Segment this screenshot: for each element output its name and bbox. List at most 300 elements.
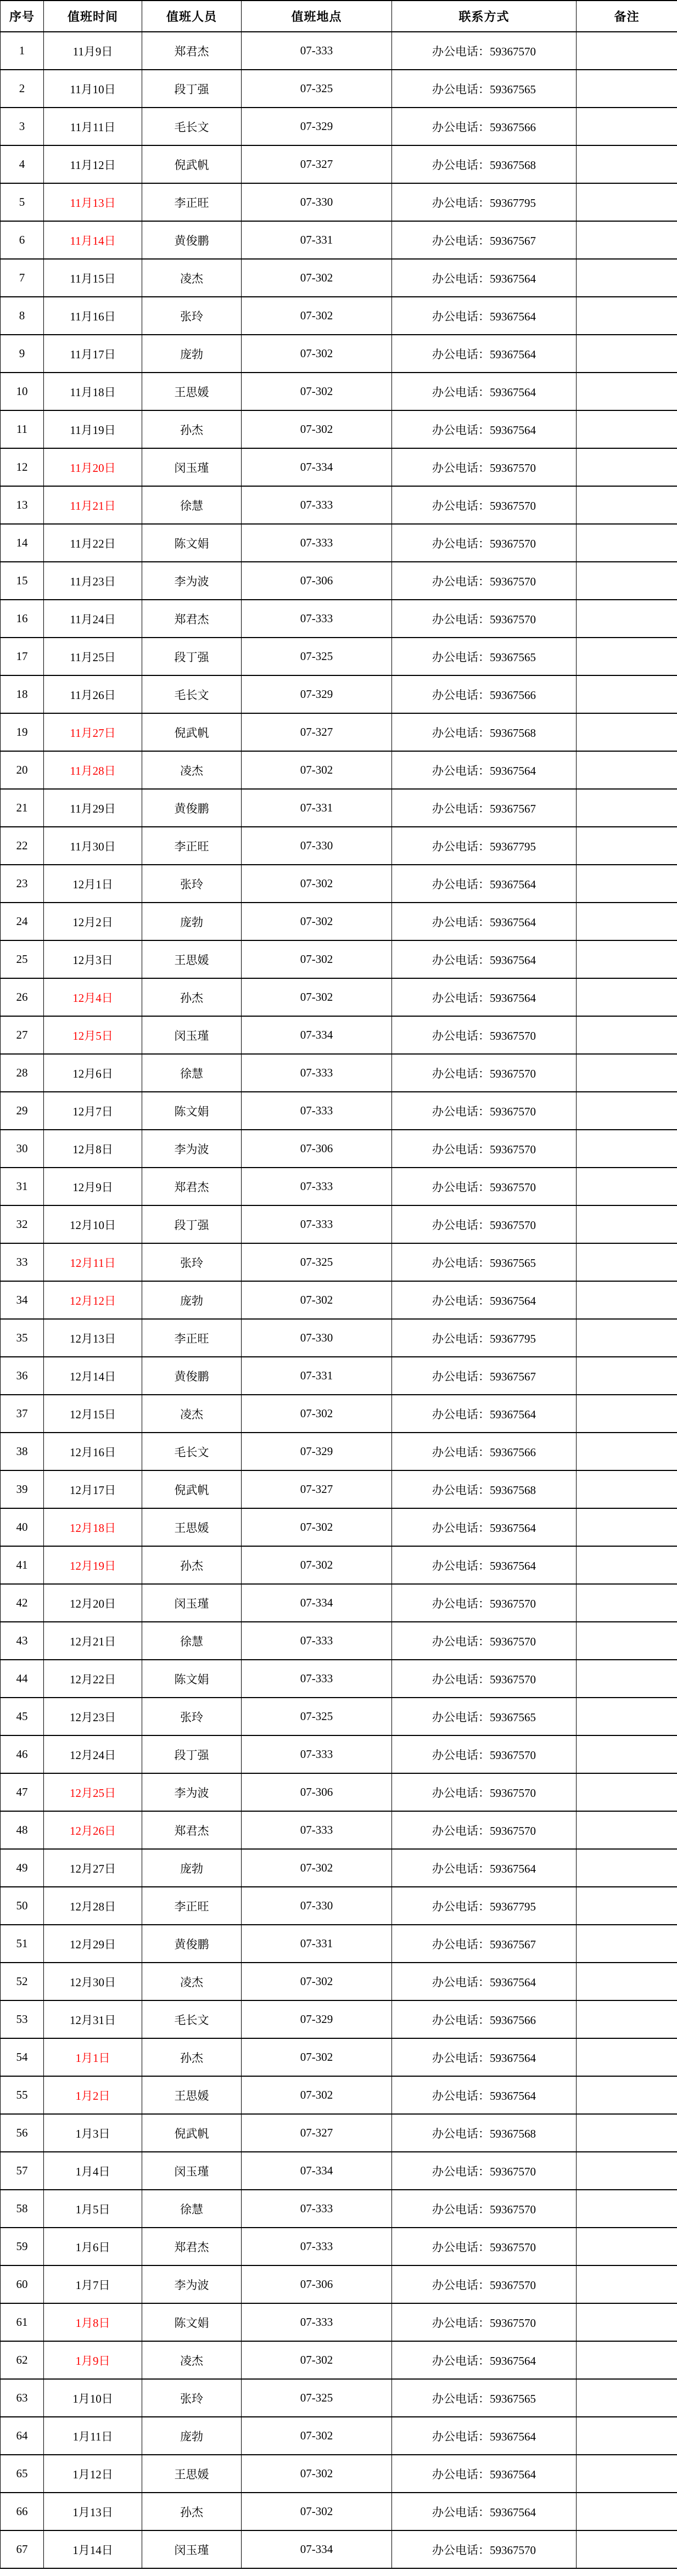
duty-location-cell: 07-333 <box>242 32 392 70</box>
duty-date-cell: 12月26日 <box>44 1811 142 1849</box>
remark-cell <box>577 1319 677 1357</box>
table-header <box>1 1 677 32</box>
duty-location-cell: 07-325 <box>242 1698 392 1735</box>
duty-person-cell: 毛长文 <box>142 108 242 145</box>
duty-date-cell: 12月4日 <box>44 978 142 1016</box>
row-index-cell: 6 <box>1 221 44 259</box>
row-index-cell: 24 <box>1 903 44 940</box>
duty-person-cell: 张玲 <box>142 2379 242 2417</box>
duty-person-cell: 倪武帆 <box>142 145 242 183</box>
table-row <box>1 2303 677 2341</box>
remark-cell <box>577 2228 677 2265</box>
remark-cell <box>577 297 677 335</box>
table-row <box>1 713 677 751</box>
remark-cell <box>577 2530 677 2568</box>
duty-location-cell: 07-327 <box>242 1470 392 1508</box>
duty-location-cell: 07-306 <box>242 562 392 600</box>
row-index-cell: 55 <box>1 2076 44 2114</box>
duty-date-cell: 12月27日 <box>44 1849 142 1887</box>
row-index-cell: 8 <box>1 297 44 335</box>
remark-cell <box>577 1584 677 1622</box>
row-index-cell: 30 <box>1 1130 44 1168</box>
row-index-cell: 18 <box>1 675 44 713</box>
duty-date-cell: 1月10日 <box>44 2379 142 2417</box>
contact-cell: 办公电话：59367568 <box>392 145 577 183</box>
table-row <box>1 1660 677 1698</box>
duty-person-cell: 徐慧 <box>142 486 242 524</box>
contact-cell: 办公电话：59367570 <box>392 1773 577 1811</box>
row-index-cell: 36 <box>1 1357 44 1395</box>
duty-date-cell: 12月10日 <box>44 1205 142 1243</box>
table-row <box>1 1357 677 1395</box>
duty-person-cell: 庞勃 <box>142 1849 242 1887</box>
remark-cell <box>577 1016 677 1054</box>
duty-person-cell: 张玲 <box>142 297 242 335</box>
table-row <box>1 2530 677 2568</box>
duty-location-cell: 07-333 <box>242 1168 392 1205</box>
duty-location-cell: 07-306 <box>242 1130 392 1168</box>
remark-cell <box>577 1395 677 1433</box>
duty-person-cell: 凌杰 <box>142 751 242 789</box>
remark-cell <box>577 486 677 524</box>
row-index-cell: 41 <box>1 1546 44 1584</box>
duty-date-cell: 1月8日 <box>44 2303 142 2341</box>
table-row <box>1 1243 677 1281</box>
duty-person-cell: 徐慧 <box>142 2190 242 2228</box>
duty-location-cell: 07-330 <box>242 1887 392 1925</box>
duty-date-cell: 11月28日 <box>44 751 142 789</box>
table-row <box>1 1470 677 1508</box>
duty-date-cell: 12月17日 <box>44 1470 142 1508</box>
duty-location-cell: 07-325 <box>242 70 392 108</box>
row-index-cell: 27 <box>1 1016 44 1054</box>
contact-cell: 办公电话：59367570 <box>392 1622 577 1660</box>
duty-location-cell: 07-302 <box>242 940 392 978</box>
row-index-cell: 45 <box>1 1698 44 1735</box>
duty-date-cell: 11月11日 <box>44 108 142 145</box>
duty-person-cell: 闵玉瑾 <box>142 2530 242 2568</box>
duty-date-cell: 12月12日 <box>44 1281 142 1319</box>
duty-date-cell: 11月24日 <box>44 600 142 638</box>
duty-location-cell: 07-333 <box>242 1811 392 1849</box>
row-index-cell: 64 <box>1 2417 44 2455</box>
duty-location-cell: 07-306 <box>242 2265 392 2303</box>
duty-location-cell: 07-327 <box>242 713 392 751</box>
remark-cell <box>577 2303 677 2341</box>
contact-cell: 办公电话：59367564 <box>392 1508 577 1546</box>
duty-person-cell: 毛长文 <box>142 2000 242 2038</box>
contact-cell: 办公电话：59367570 <box>392 1811 577 1849</box>
contact-cell: 办公电话：59367570 <box>392 1054 577 1092</box>
duty-location-cell: 07-333 <box>242 524 392 562</box>
contact-cell: 办公电话：59367567 <box>392 789 577 827</box>
duty-date-cell: 12月21日 <box>44 1622 142 1660</box>
duty-location-cell: 07-327 <box>242 145 392 183</box>
header-row <box>1 1 677 32</box>
duty-location-cell: 07-333 <box>242 600 392 638</box>
table-row <box>1 32 677 70</box>
duty-date-cell: 11月9日 <box>44 32 142 70</box>
remark-cell <box>577 145 677 183</box>
duty-person-cell: 倪武帆 <box>142 2114 242 2152</box>
table-row <box>1 2493 677 2530</box>
contact-cell: 办公电话：59367564 <box>392 373 577 410</box>
duty-location-cell: 07-302 <box>242 1395 392 1433</box>
row-index-cell: 52 <box>1 1963 44 2000</box>
table-row <box>1 638 677 675</box>
duty-date-cell: 11月26日 <box>44 675 142 713</box>
duty-location-cell: 07-325 <box>242 1243 392 1281</box>
table-row <box>1 2417 677 2455</box>
duty-person-cell: 李为波 <box>142 1773 242 1811</box>
duty-person-cell: 李正旺 <box>142 1887 242 1925</box>
remark-cell <box>577 2038 677 2076</box>
duty-location-cell: 07-329 <box>242 2000 392 2038</box>
duty-date-cell: 1月14日 <box>44 2530 142 2568</box>
table-row <box>1 2341 677 2379</box>
remark-cell <box>577 373 677 410</box>
row-index-cell: 59 <box>1 2228 44 2265</box>
duty-date-cell: 11月29日 <box>44 789 142 827</box>
remark-cell <box>577 410 677 448</box>
duty-location-cell: 07-333 <box>242 1054 392 1092</box>
duty-date-cell: 12月23日 <box>44 1698 142 1735</box>
duty-person-cell: 李为波 <box>142 2265 242 2303</box>
duty-location-cell: 07-327 <box>242 2114 392 2152</box>
row-index-cell: 32 <box>1 1205 44 1243</box>
remark-cell <box>577 751 677 789</box>
duty-location-cell: 07-302 <box>242 751 392 789</box>
row-index-cell: 25 <box>1 940 44 978</box>
header-remark: 备注 <box>577 1 677 32</box>
duty-date-cell: 12月24日 <box>44 1735 142 1773</box>
duty-person-cell: 闵玉瑾 <box>142 448 242 486</box>
duty-person-cell: 闵玉瑾 <box>142 2152 242 2190</box>
duty-person-cell: 徐慧 <box>142 1622 242 1660</box>
duty-date-cell: 12月5日 <box>44 1016 142 1054</box>
contact-cell: 办公电话：59367570 <box>392 486 577 524</box>
table-row <box>1 221 677 259</box>
table-row <box>1 486 677 524</box>
contact-cell: 办公电话：59367566 <box>392 108 577 145</box>
duty-person-cell: 凌杰 <box>142 259 242 297</box>
duty-person-cell: 孙杰 <box>142 410 242 448</box>
remark-cell <box>577 1168 677 1205</box>
duty-person-cell: 郑君杰 <box>142 1168 242 1205</box>
remark-cell <box>577 1698 677 1735</box>
duty-date-cell: 12月14日 <box>44 1357 142 1395</box>
duty-location-cell: 07-334 <box>242 1016 392 1054</box>
contact-cell: 办公电话：59367564 <box>392 410 577 448</box>
header-time: 值班时间 <box>44 1 142 32</box>
duty-person-cell: 李为波 <box>142 562 242 600</box>
duty-person-cell: 倪武帆 <box>142 713 242 751</box>
contact-cell: 办公电话：59367564 <box>392 297 577 335</box>
remark-cell <box>577 600 677 638</box>
duty-person-cell: 凌杰 <box>142 1395 242 1433</box>
remark-cell <box>577 183 677 221</box>
contact-cell: 办公电话：59367570 <box>392 1205 577 1243</box>
row-index-cell: 46 <box>1 1735 44 1773</box>
duty-person-cell: 庞勃 <box>142 903 242 940</box>
duty-date-cell: 12月22日 <box>44 1660 142 1698</box>
duty-date-cell: 12月2日 <box>44 903 142 940</box>
duty-location-cell: 07-334 <box>242 2530 392 2568</box>
duty-person-cell: 黄俊鹏 <box>142 1357 242 1395</box>
row-index-cell: 58 <box>1 2190 44 2228</box>
duty-location-cell: 07-325 <box>242 638 392 675</box>
duty-location-cell: 07-333 <box>242 2228 392 2265</box>
duty-date-cell: 1月5日 <box>44 2190 142 2228</box>
remark-cell <box>577 1546 677 1584</box>
row-index-cell: 35 <box>1 1319 44 1357</box>
duty-person-cell: 陈文娟 <box>142 524 242 562</box>
contact-cell: 办公电话：59367795 <box>392 827 577 865</box>
duty-date-cell: 11月30日 <box>44 827 142 865</box>
remark-cell <box>577 108 677 145</box>
row-index-cell: 31 <box>1 1168 44 1205</box>
duty-date-cell: 11月17日 <box>44 335 142 373</box>
contact-cell: 办公电话：59367564 <box>392 1281 577 1319</box>
table-row <box>1 600 677 638</box>
table-row <box>1 2152 677 2190</box>
table-row <box>1 751 677 789</box>
remark-cell <box>577 1470 677 1508</box>
duty-table-body <box>1 32 677 2568</box>
contact-cell: 办公电话：59367564 <box>392 259 577 297</box>
row-index-cell: 4 <box>1 145 44 183</box>
row-index-cell: 9 <box>1 335 44 373</box>
duty-person-cell: 张玲 <box>142 1698 242 1735</box>
duty-date-cell: 12月11日 <box>44 1243 142 1281</box>
row-index-cell: 19 <box>1 713 44 751</box>
table-row <box>1 297 677 335</box>
contact-cell: 办公电话：59367567 <box>392 1925 577 1963</box>
table-row <box>1 1584 677 1622</box>
duty-date-cell: 11月21日 <box>44 486 142 524</box>
remark-cell <box>577 2417 677 2455</box>
remark-cell <box>577 2379 677 2417</box>
duty-location-cell: 07-330 <box>242 827 392 865</box>
duty-person-cell: 王思媛 <box>142 1508 242 1546</box>
duty-date-cell: 11月19日 <box>44 410 142 448</box>
duty-date-cell: 11月10日 <box>44 70 142 108</box>
row-index-cell: 57 <box>1 2152 44 2190</box>
duty-date-cell: 11月16日 <box>44 297 142 335</box>
remark-cell <box>577 2152 677 2190</box>
duty-person-cell: 孙杰 <box>142 978 242 1016</box>
table-row <box>1 1963 677 2000</box>
row-index-cell: 7 <box>1 259 44 297</box>
duty-location-cell: 07-302 <box>242 2455 392 2493</box>
duty-date-cell: 12月6日 <box>44 1054 142 1092</box>
duty-location-cell: 07-302 <box>242 2341 392 2379</box>
duty-location-cell: 07-331 <box>242 221 392 259</box>
duty-location-cell: 07-333 <box>242 1660 392 1698</box>
duty-date-cell: 11月13日 <box>44 183 142 221</box>
remark-cell <box>577 335 677 373</box>
row-index-cell: 37 <box>1 1395 44 1433</box>
remark-cell <box>577 1508 677 1546</box>
remark-cell <box>577 1925 677 1963</box>
table-row <box>1 1395 677 1433</box>
contact-cell: 办公电话：59367568 <box>392 1470 577 1508</box>
table-row <box>1 448 677 486</box>
duty-date-cell: 11月18日 <box>44 373 142 410</box>
remark-cell <box>577 865 677 903</box>
contact-cell: 办公电话：59367566 <box>392 675 577 713</box>
contact-cell: 办公电话：59367570 <box>392 2303 577 2341</box>
table-row <box>1 1735 677 1773</box>
contact-cell: 办公电话：59367570 <box>392 1092 577 1130</box>
duty-date-cell: 12月28日 <box>44 1887 142 1925</box>
table-row <box>1 373 677 410</box>
contact-cell: 办公电话：59367565 <box>392 2379 577 2417</box>
table-row <box>1 789 677 827</box>
table-row <box>1 865 677 903</box>
remark-cell <box>577 903 677 940</box>
table-row <box>1 183 677 221</box>
remark-cell <box>577 827 677 865</box>
duty-location-cell: 07-302 <box>242 2493 392 2530</box>
remark-cell <box>577 2265 677 2303</box>
contact-cell: 办公电话：59367564 <box>392 2455 577 2493</box>
contact-cell: 办公电话：59367570 <box>392 524 577 562</box>
row-index-cell: 61 <box>1 2303 44 2341</box>
duty-person-cell: 孙杰 <box>142 1546 242 1584</box>
contact-cell: 办公电话：59367570 <box>392 32 577 70</box>
duty-person-cell: 闵玉瑾 <box>142 1016 242 1054</box>
duty-date-cell: 12月9日 <box>44 1168 142 1205</box>
contact-cell: 办公电话：59367570 <box>392 2530 577 2568</box>
remark-cell <box>577 1660 677 1698</box>
duty-person-cell: 庞勃 <box>142 2417 242 2455</box>
duty-location-cell: 07-302 <box>242 903 392 940</box>
remark-cell <box>577 448 677 486</box>
table-row <box>1 1130 677 1168</box>
row-index-cell: 38 <box>1 1433 44 1470</box>
duty-location-cell: 07-333 <box>242 1622 392 1660</box>
duty-person-cell: 凌杰 <box>142 2341 242 2379</box>
remark-cell <box>577 1963 677 2000</box>
table-row <box>1 1698 677 1735</box>
table-row <box>1 108 677 145</box>
row-index-cell: 48 <box>1 1811 44 1849</box>
table-row <box>1 2265 677 2303</box>
duty-location-cell: 07-333 <box>242 2303 392 2341</box>
duty-date-cell: 12月20日 <box>44 1584 142 1622</box>
row-index-cell: 1 <box>1 32 44 70</box>
duty-person-cell: 倪武帆 <box>142 1470 242 1508</box>
duty-location-cell: 07-334 <box>242 1584 392 1622</box>
remark-cell <box>577 259 677 297</box>
table-row <box>1 410 677 448</box>
contact-cell: 办公电话：59367564 <box>392 751 577 789</box>
duty-location-cell: 07-333 <box>242 1205 392 1243</box>
contact-cell: 办公电话：59367566 <box>392 2000 577 2038</box>
contact-cell: 办公电话：59367570 <box>392 448 577 486</box>
table-row <box>1 2455 677 2493</box>
table-row <box>1 675 677 713</box>
contact-cell: 办公电话：59367564 <box>392 1395 577 1433</box>
duty-date-cell: 12月19日 <box>44 1546 142 1584</box>
remark-cell <box>577 675 677 713</box>
duty-location-cell: 07-329 <box>242 1433 392 1470</box>
table-row <box>1 2228 677 2265</box>
remark-cell <box>577 1811 677 1849</box>
duty-date-cell: 1月3日 <box>44 2114 142 2152</box>
duty-person-cell: 李正旺 <box>142 183 242 221</box>
contact-cell: 办公电话：59367564 <box>392 2076 577 2114</box>
duty-person-cell: 孙杰 <box>142 2493 242 2530</box>
duty-location-cell: 07-334 <box>242 2152 392 2190</box>
duty-date-cell: 1月4日 <box>44 2152 142 2190</box>
duty-person-cell: 陈文娟 <box>142 1092 242 1130</box>
contact-cell: 办公电话：59367564 <box>392 2417 577 2455</box>
row-index-cell: 43 <box>1 1622 44 1660</box>
contact-cell: 办公电话：59367564 <box>392 978 577 1016</box>
row-index-cell: 17 <box>1 638 44 675</box>
table-row <box>1 1887 677 1925</box>
table-row <box>1 1054 677 1092</box>
duty-date-cell: 1月13日 <box>44 2493 142 2530</box>
duty-date-cell: 12月25日 <box>44 1773 142 1811</box>
row-index-cell: 44 <box>1 1660 44 1698</box>
header-contact: 联系方式 <box>392 1 577 32</box>
duty-location-cell: 07-334 <box>242 448 392 486</box>
duty-person-cell: 段丁强 <box>142 1205 242 1243</box>
row-index-cell: 10 <box>1 373 44 410</box>
duty-date-cell: 12月31日 <box>44 2000 142 2038</box>
row-index-cell: 11 <box>1 410 44 448</box>
remark-cell <box>577 2076 677 2114</box>
remark-cell <box>577 1243 677 1281</box>
row-index-cell: 62 <box>1 2341 44 2379</box>
duty-location-cell: 07-325 <box>242 2379 392 2417</box>
duty-person-cell: 闵玉瑾 <box>142 1584 242 1622</box>
duty-date-cell: 11月25日 <box>44 638 142 675</box>
contact-cell: 办公电话：59367566 <box>392 1433 577 1470</box>
row-index-cell: 40 <box>1 1508 44 1546</box>
duty-date-cell: 1月9日 <box>44 2341 142 2379</box>
duty-date-cell: 1月1日 <box>44 2038 142 2076</box>
remark-cell <box>577 940 677 978</box>
remark-cell <box>577 1205 677 1243</box>
duty-location-cell: 07-302 <box>242 2076 392 2114</box>
row-index-cell: 34 <box>1 1281 44 1319</box>
row-index-cell: 22 <box>1 827 44 865</box>
duty-location-cell: 07-302 <box>242 1849 392 1887</box>
contact-cell: 办公电话：59367795 <box>392 183 577 221</box>
row-index-cell: 12 <box>1 448 44 486</box>
row-index-cell: 29 <box>1 1092 44 1130</box>
remark-cell <box>577 638 677 675</box>
duty-location-cell: 07-331 <box>242 1357 392 1395</box>
duty-location-cell: 07-302 <box>242 978 392 1016</box>
duty-person-cell: 黄俊鹏 <box>142 221 242 259</box>
remark-cell <box>577 2455 677 2493</box>
contact-cell: 办公电话：59367570 <box>392 2228 577 2265</box>
duty-person-cell: 段丁强 <box>142 1735 242 1773</box>
remark-cell <box>577 2000 677 2038</box>
row-index-cell: 42 <box>1 1584 44 1622</box>
contact-cell: 办公电话：59367570 <box>392 1168 577 1205</box>
table-row <box>1 2000 677 2038</box>
remark-cell <box>577 1773 677 1811</box>
duty-person-cell: 张玲 <box>142 865 242 903</box>
duty-location-cell: 07-302 <box>242 1508 392 1546</box>
remark-cell <box>577 1054 677 1092</box>
